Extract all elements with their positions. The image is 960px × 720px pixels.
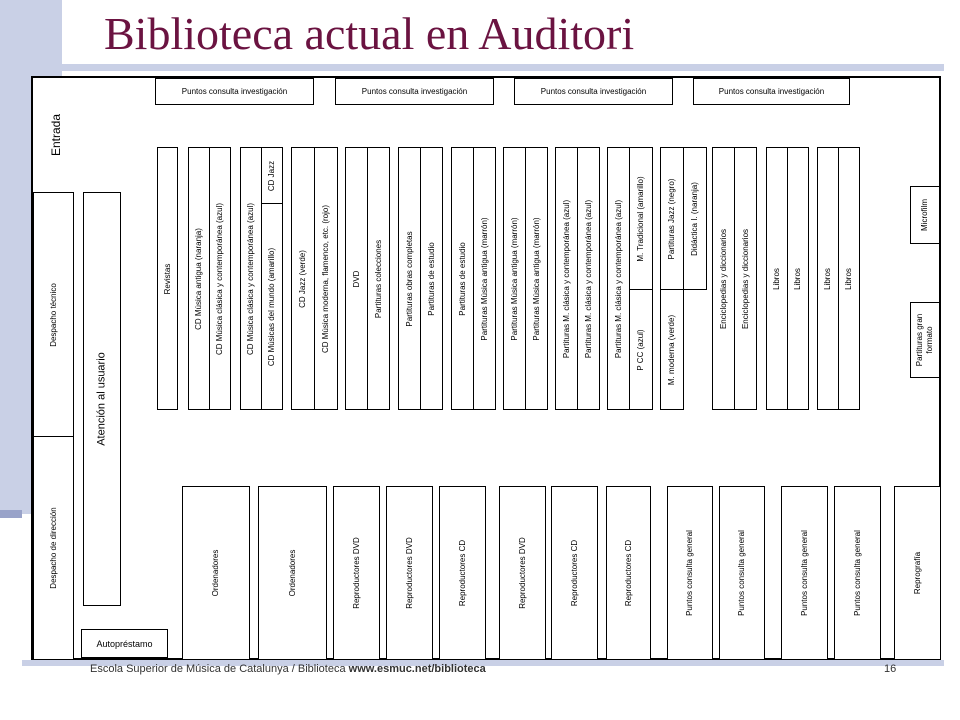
bottom-pcg-3: Puntos consulta general (781, 486, 828, 660)
bottom-pcg-1: Puntos consulta general (667, 486, 713, 660)
shelf-part-antigua-3: Partituras Música antigua (marrón) (525, 147, 548, 410)
shelf-part-clasica-2: Partituras M. clásica y contemporánea (azul) (577, 147, 600, 410)
shelf-enciclopedias-1: Enciclopedias y diccionarios (712, 147, 735, 410)
shelf-part-estudio-1: Partituras de estudio (420, 147, 443, 410)
shelf-libros-3: Libros (817, 147, 839, 410)
shelf-part-colecciones: Partituras colecciones (367, 147, 390, 410)
shelf-part-antigua-1: Partituras Música antigua (marrón) (473, 147, 496, 410)
shelf-cd-antigua: CD Música antigua (naranja) (188, 147, 210, 410)
floor-plan (31, 76, 941, 660)
top-point-3: Puntos consulta investigación (514, 78, 673, 105)
bottom-rep-dvd-2: Reproductores DVD (386, 486, 433, 660)
bottom-rep-dvd-1: Reproductores DVD (333, 486, 380, 660)
shelf-libros-1: Libros (766, 147, 788, 410)
bottom-pcg-2: Puntos consulta general (719, 486, 765, 660)
footer-text: Escola Superior de Música de Catalunya / Biblioteca (90, 663, 349, 675)
entrada-label: Entrada (41, 100, 71, 170)
bottom-reprografia: Reprografía (894, 486, 941, 660)
shelf-cd-moderna: CD Música moderna, flamenco, etc. (rojo) (314, 147, 338, 410)
shelf-part-antigua-2: Partituras Música antigua (marrón) (503, 147, 526, 410)
shelf-microfilm: Microfilm (910, 186, 940, 244)
bottom-ordenadores-1: Ordenadores (182, 486, 250, 660)
slide-footer (90, 662, 486, 676)
footer-url[interactable]: www.esmuc.net/biblioteca (348, 663, 486, 675)
page-number: 16 (884, 663, 897, 675)
bottom-rep-dvd-3: Reproductores DVD (499, 486, 546, 660)
shelf-part-gran-formato: Partituras gran formato (910, 302, 940, 378)
despacho-direccion: Despacho de dirección (33, 436, 74, 660)
shelf-pcc: P CC (azul) (629, 289, 653, 410)
slide-band-horizontal (22, 64, 944, 71)
slide-band-vertical-shadow (0, 510, 22, 518)
shelf-didactica: Didáctica I. (naranja) (683, 147, 707, 290)
top-point-4: Puntos consulta investigación (693, 78, 850, 105)
shelf-part-estudio-2: Partituras de estudio (451, 147, 474, 410)
bottom-rep-cd-1: Reproductores CD (439, 486, 486, 660)
shelf-part-clasica-3: Partituras M. clásica y contemporánea (azul) (607, 147, 630, 410)
shelf-revistas: Revistas (157, 147, 178, 410)
shelf-cd-clasica-2: CD Música clásica y contemporánea (azul) (240, 147, 262, 410)
shelf-part-clasica-1: Partituras M. clásica y contemporánea (azul) (555, 147, 578, 410)
shelf-cd-jazz-top: CD Jazz (261, 147, 283, 204)
bottom-ordenadores-2: Ordenadores (258, 486, 327, 660)
shelf-part-obras: Partituras obras completas (398, 147, 421, 410)
shelf-libros-2: Libros (787, 147, 809, 410)
shelf-m-moderna: M. moderna (verde) (660, 289, 684, 410)
slide-title: Biblioteca actual en Auditori (104, 8, 635, 59)
shelf-part-jazz: Partituras Jazz (negro) (660, 147, 684, 290)
top-point-1: Puntos consulta investigación (155, 78, 314, 105)
shelf-cd-mundo: CD Músicas del mundo (amarillo) (261, 203, 283, 410)
autoprestamo: Autopréstamo (81, 629, 168, 658)
shelf-dvd: DVD (345, 147, 368, 410)
shelf-cd-clasica-1: CD Música clásica y contemporánea (azul) (209, 147, 231, 410)
top-point-2: Puntos consulta investigación (335, 78, 494, 105)
bottom-rep-cd-3: Reproductores CD (606, 486, 651, 660)
bottom-rep-cd-2: Reproductores CD (551, 486, 598, 660)
shelf-libros-4: Libros (838, 147, 860, 410)
atencion-usuario: Atención al usuario (83, 192, 121, 606)
shelf-m-tradicional: M. Tradicional (amarillo) (629, 147, 653, 290)
bottom-pcg-4: Puntos consulta general (834, 486, 881, 660)
shelf-enciclopedias-2: Enciclopedias y diccionarios (734, 147, 757, 410)
shelf-cd-jazz-verde: CD Jazz (verde) (291, 147, 315, 410)
despacho-tecnico: Despacho técnico (33, 192, 74, 438)
